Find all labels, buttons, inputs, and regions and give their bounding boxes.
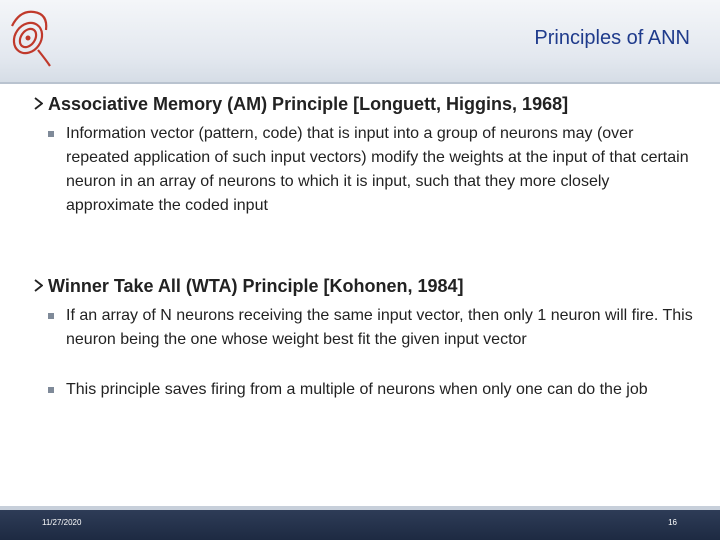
footer-date: 11/27/2020 [42, 518, 82, 527]
square-bullet-icon [48, 387, 54, 393]
bullet-text: If an array of N neurons receiving the same input vector, then only 1 neuron will fire. This neuron being the one whose weight best fit the given input vector [66, 307, 693, 348]
header-divider [0, 82, 720, 84]
bullet-text: This principle saves firing from a multiple of neurons when only one can do the job [66, 381, 648, 398]
section-heading-text: Associative Memory (AM) Principle [Longuett, Higgins, 1968] [48, 94, 569, 114]
section-heading [34, 94, 568, 115]
bullet-item [48, 122, 700, 218]
bullet-item [48, 304, 700, 352]
swirl-logo-icon [4, 4, 54, 70]
footer-bar [0, 510, 720, 540]
section-heading-text: Winner Take All (WTA) Principle [Kohonen, 1984] [48, 276, 464, 296]
section-heading [34, 276, 464, 297]
bullet-item [48, 378, 700, 402]
square-bullet-icon [48, 313, 54, 319]
square-bullet-icon [48, 131, 54, 137]
page-number: 16 [668, 518, 677, 527]
triangle-right-icon [34, 94, 48, 115]
bullet-text: Information vector (pattern, code) that is input into a group of neurons may (over repeated application of such input vectors) modify the weights at the input of that certain neuron in an array of neurons to which it is input, such that they more closely approximate the coded input [66, 125, 689, 214]
triangle-right-icon [34, 276, 48, 297]
slide-title: Principles of ANN [534, 27, 690, 49]
